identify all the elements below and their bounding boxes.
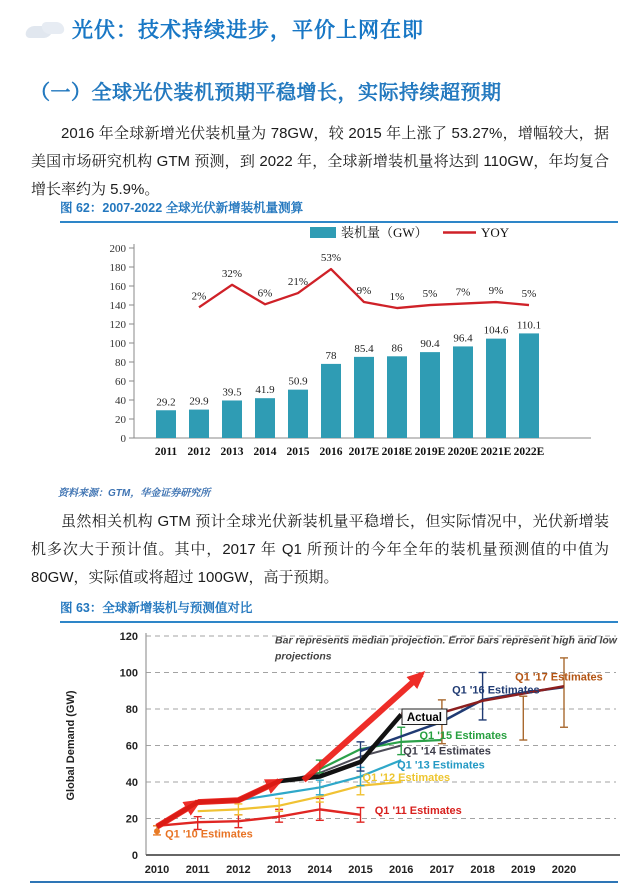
svg-text:projections: projections: [275, 650, 332, 663]
bar-2021E: [486, 339, 506, 438]
svg-text:装机量（GW）: 装机量（GW）: [341, 225, 428, 240]
svg-text:2011: 2011: [154, 446, 178, 458]
svg-text:Actual: Actual: [406, 711, 442, 724]
svg-text:40: 40: [125, 777, 138, 789]
svg-text:60: 60: [115, 376, 126, 388]
svg-text:9%: 9%: [488, 285, 504, 298]
svg-text:60: 60: [125, 740, 138, 753]
figure63-chart: [58, 628, 633, 890]
bar-2015: [288, 390, 308, 438]
svg-text:Q1 '10 Estimates: Q1 '10 Estimates: [165, 828, 253, 841]
svg-text:180: 180: [109, 262, 126, 274]
bar-2018E: [387, 356, 407, 438]
legend-swatch-bar: [310, 227, 336, 238]
svg-text:5%: 5%: [521, 288, 537, 301]
svg-text:Q1 '17 Estimates: Q1 '17 Estimates: [515, 671, 603, 684]
svg-text:104.6: 104.6: [483, 324, 509, 337]
svg-text:2020: 2020: [551, 864, 577, 876]
bar-2019E: [420, 352, 440, 438]
svg-text:90.4: 90.4: [420, 338, 440, 351]
svg-text:0: 0: [120, 433, 126, 445]
svg-text:Bar represents median projecti: Bar represents median projection. Error bars represent high and low: [275, 634, 617, 647]
bar-2014: [255, 398, 275, 438]
svg-text:86: 86: [391, 342, 403, 355]
svg-text:Q1 '13 Estimates: Q1 '13 Estimates: [397, 759, 485, 772]
yoy-line: [192, 252, 537, 308]
svg-text:100: 100: [119, 667, 138, 680]
figure62-chart: [58, 222, 633, 475]
svg-text:Q1 '15 Estimates: Q1 '15 Estimates: [419, 730, 508, 743]
svg-text:21%: 21%: [287, 276, 309, 289]
svg-text:2014: 2014: [307, 864, 333, 876]
svg-text:Q1 '11 Estimates: Q1 '11 Estimates: [374, 804, 462, 817]
svg-text:41.9: 41.9: [255, 384, 275, 397]
bar-2012: [189, 410, 209, 438]
svg-text:2018E: 2018E: [381, 446, 413, 458]
legend: [310, 225, 510, 240]
svg-text:Q1 '16 Estimates: Q1 '16 Estimates: [452, 684, 540, 697]
svg-text:80: 80: [115, 357, 126, 369]
svg-text:110.1: 110.1: [516, 319, 542, 332]
svg-text:80: 80: [125, 704, 138, 716]
svg-text:85.4: 85.4: [354, 342, 374, 355]
svg-text:120: 120: [109, 319, 126, 331]
svg-text:2015: 2015: [348, 864, 373, 876]
svg-text:39.5: 39.5: [222, 386, 242, 399]
svg-text:2014: 2014: [253, 446, 277, 458]
page-title: 光伏：技术持续进步，平价上网在即: [72, 19, 424, 42]
page-footer-rule: [30, 881, 618, 883]
svg-text:29.9: 29.9: [189, 395, 209, 408]
svg-text:2011: 2011: [185, 864, 210, 876]
figure62-caption: 图 62：2007-2022 全球光伏新增装机量测算: [60, 198, 618, 223]
watermark: [26, 20, 68, 42]
svg-text:0: 0: [131, 850, 138, 862]
bar-2020E: [453, 346, 473, 438]
svg-text:2021E: 2021E: [480, 446, 512, 458]
svg-text:20: 20: [125, 813, 138, 826]
bar-2016: [321, 364, 341, 438]
svg-text:YOY: YOY: [481, 225, 510, 240]
svg-text:140: 140: [109, 300, 126, 312]
svg-text:Q1 '12 Estimates: Q1 '12 Estimates: [362, 772, 451, 785]
svg-text:32%: 32%: [221, 267, 243, 280]
svg-text:2017: 2017: [429, 864, 455, 876]
series-q1-11-estimates: [157, 798, 365, 829]
svg-text:2016: 2016: [319, 446, 343, 458]
svg-text:2010: 2010: [144, 864, 170, 876]
bar-2017E: [354, 357, 374, 438]
svg-text:2022E: 2022E: [513, 446, 545, 458]
svg-text:100: 100: [109, 338, 126, 350]
paragraph-1: 2016 年全球新增光伏装机量为 78GW，较 2015 年上涨了 53.27%，增幅较大，据美国市场研究机构 GTM 预测，到 2022 年，全球新增装机量将达到 110GW，年均复合增长率约为 5.9%。: [31, 125, 609, 198]
bar-2013: [222, 400, 242, 438]
svg-text:2016: 2016: [388, 864, 414, 876]
svg-text:1%: 1%: [389, 291, 405, 304]
svg-text:Q1 '14 Estimates: Q1 '14 Estimates: [403, 745, 491, 758]
paragraph-2: 虽然相关机构 GTM 预计全球光伏新装机量平稳增长，但实际情况中，光伏新增装机多次大于预计值。其中，2017 年 Q1 所预计的今年全年的装机量预测值的中值为 80GW，实际值或将超过 100GW，高于预期。: [31, 513, 609, 586]
svg-text:120: 120: [119, 631, 138, 643]
svg-text:200: 200: [109, 243, 126, 255]
svg-text:2019E: 2019E: [414, 446, 446, 458]
svg-text:9%: 9%: [356, 285, 372, 298]
y-axis-title: Global Demand (GW): [65, 690, 77, 801]
axes: [65, 631, 620, 876]
svg-text:20: 20: [115, 414, 126, 426]
svg-text:160: 160: [109, 281, 126, 293]
gridlines: [146, 636, 616, 819]
svg-text:2019: 2019: [511, 864, 536, 876]
svg-text:2017E: 2017E: [348, 446, 380, 458]
svg-text:2012: 2012: [187, 446, 211, 458]
svg-text:2013: 2013: [220, 446, 244, 458]
bar-2022E: [519, 333, 539, 438]
figure63-caption: 图 63：全球新增装机与预测值对比: [60, 598, 618, 623]
series-labels: [165, 672, 603, 841]
svg-text:2018: 2018: [470, 864, 495, 876]
svg-text:2015: 2015: [286, 446, 310, 458]
svg-text:2020E: 2020E: [447, 446, 479, 458]
axes: [110, 243, 592, 458]
bar-series: [156, 319, 541, 438]
svg-text:6%: 6%: [257, 287, 273, 300]
svg-text:78: 78: [325, 349, 337, 362]
svg-text:29.2: 29.2: [156, 396, 176, 409]
svg-text:96.4: 96.4: [453, 332, 473, 345]
svg-text:2013: 2013: [266, 864, 292, 876]
svg-text:53%: 53%: [320, 252, 342, 265]
figure62-source: 资料来源：GTM，华金证券研究所: [58, 488, 211, 499]
svg-text:50.9: 50.9: [288, 375, 308, 388]
svg-text:40: 40: [115, 395, 126, 407]
bar-2011: [156, 410, 176, 438]
svg-text:5%: 5%: [422, 288, 438, 301]
svg-text:2012: 2012: [226, 864, 251, 876]
svg-text:7%: 7%: [455, 286, 471, 299]
section-heading: （一）全球光伏装机预期平稳增长，实际持续超预期: [30, 82, 502, 104]
svg-text:2%: 2%: [191, 290, 207, 303]
